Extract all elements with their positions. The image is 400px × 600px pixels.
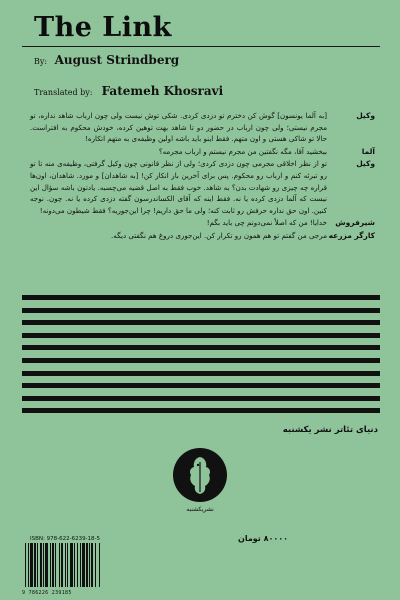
speaker-name: کارگر مزرعه xyxy=(328,230,375,240)
barcode-bar xyxy=(52,543,54,587)
barcode-bar xyxy=(55,543,56,587)
price: ۸۰۰۰۰ تومان xyxy=(237,534,288,543)
decorative-stripes xyxy=(22,295,380,421)
stripe xyxy=(22,308,380,313)
stripe xyxy=(22,333,380,338)
barcode-bar xyxy=(89,543,90,587)
barcode-bar xyxy=(61,543,63,587)
speaker-name: شیرفروش xyxy=(335,218,375,228)
stripe xyxy=(22,358,380,363)
barcode-bar xyxy=(34,543,36,587)
stripe xyxy=(22,408,380,413)
barcode-digits: 9 786226 239185 xyxy=(22,590,72,596)
barcode-bar xyxy=(30,543,33,587)
barcode-bar xyxy=(50,543,51,587)
barcode-bar xyxy=(25,543,26,587)
speech-text: خدایا! من که اصلاً نمی‌دونم چی باید بگم! xyxy=(206,218,327,228)
barcode-bar xyxy=(65,543,66,587)
stripe xyxy=(22,396,380,401)
dialogue-line xyxy=(30,230,375,242)
barcode-bar xyxy=(95,543,96,587)
speech-text: مرجی من گفتم تو هم همون رو تکرار کن. این‌جوری دروغ هم نگفتی دیگه. xyxy=(111,230,327,240)
barcode-bar xyxy=(43,543,44,587)
book-title: The Link xyxy=(34,12,172,43)
speaker-name: وکیل xyxy=(356,159,375,169)
stripe xyxy=(22,383,380,388)
dialogue-line xyxy=(30,158,375,216)
barcode-bar xyxy=(45,543,48,587)
bird-logo-icon xyxy=(173,448,227,502)
stripe xyxy=(22,345,380,350)
translated-label: Translated by: xyxy=(34,88,93,97)
author-name: August Strindberg xyxy=(54,53,180,67)
dialogue-line xyxy=(30,217,375,229)
speaker-name: وکیل xyxy=(356,111,375,120)
barcode xyxy=(22,543,128,591)
isbn-label: ISBN: 978-622-6239-18-5 xyxy=(30,536,101,542)
speech-text: تو از نظر اخلاقی مجرمی چون دزدی کردی؛ ولی از نظر قانونی چون وکیل گرفتی، وظیفه‌ی منه تا تو رو تبرئه کنم و ارباب رو محکوم. پس برای آخرین بار انکار کن! [به شاهدان] و مورد. شاهدان، اون‌ها قراره چه چیزی رو شهادت بدن؟ به شاهد. خوب فقط به اصل قضیه می‌چسبه. یادتون باشه سؤال این نیست که آلما دزدی کرده یا نه. فقط اینه که آقای الکساندرسون گفته دزدی کرده یا نه. چون. نوجه کنین. اون حق نداره حرفش رو ثابت کنه؛ ولی ما حق داریم! چرا این‌جوریه؟ فقط شیطون می‌دونه! xyxy=(30,159,327,215)
play-excerpt xyxy=(30,110,375,243)
barcode-bar xyxy=(74,543,75,587)
stripe xyxy=(22,371,380,376)
speech-text: [به آلما یونسون] گوش کن دخترم تو دزدی کردی. شکی توش نیست ولی چون ارباب شاهد نداره، تو مجرم نیستی؛ ولی چون ارباب در حضور دو تا شاهد بهت توهین کرده، خودش محکوم به افتراست. حالا تو شاکی هستی و اون متهم. فقط اینو باید باشه اولین وظیفه‌ی به متهم اتکاره! xyxy=(30,111,327,144)
speaker-name: آلما xyxy=(361,146,375,156)
barcode-bar xyxy=(40,543,42,587)
barcode-bar xyxy=(37,543,38,587)
barcode-bar xyxy=(67,543,68,587)
logo-caption: نشریکشنبه xyxy=(186,506,214,513)
barcode-bar xyxy=(91,543,93,587)
by-label: By: xyxy=(34,57,48,66)
barcode-bar xyxy=(99,543,100,587)
barcode-bar xyxy=(59,543,60,587)
translator-name: Fatemeh Khosravi xyxy=(101,84,224,98)
speech-text: ببخشید آقا، مگه نگفتین من مجرم نیستم و ارباب مجرمه؟ xyxy=(158,146,327,156)
stripe xyxy=(22,295,380,300)
dialogue-line xyxy=(30,146,375,158)
author-line xyxy=(34,53,179,67)
barcode-bar xyxy=(82,543,85,587)
barcode-bar xyxy=(86,543,88,587)
barcode-bar xyxy=(77,543,78,587)
barcode-bar xyxy=(28,543,29,587)
dialogue-line xyxy=(30,110,375,145)
title-rule xyxy=(22,46,380,47)
stripe xyxy=(22,320,380,325)
series-name: دنیای تئاتر نشر یکشنبه xyxy=(282,425,378,435)
barcode-bar xyxy=(70,543,73,587)
publisher-logo xyxy=(157,448,243,513)
barcode-bar xyxy=(80,543,81,587)
translator-line xyxy=(34,80,223,99)
